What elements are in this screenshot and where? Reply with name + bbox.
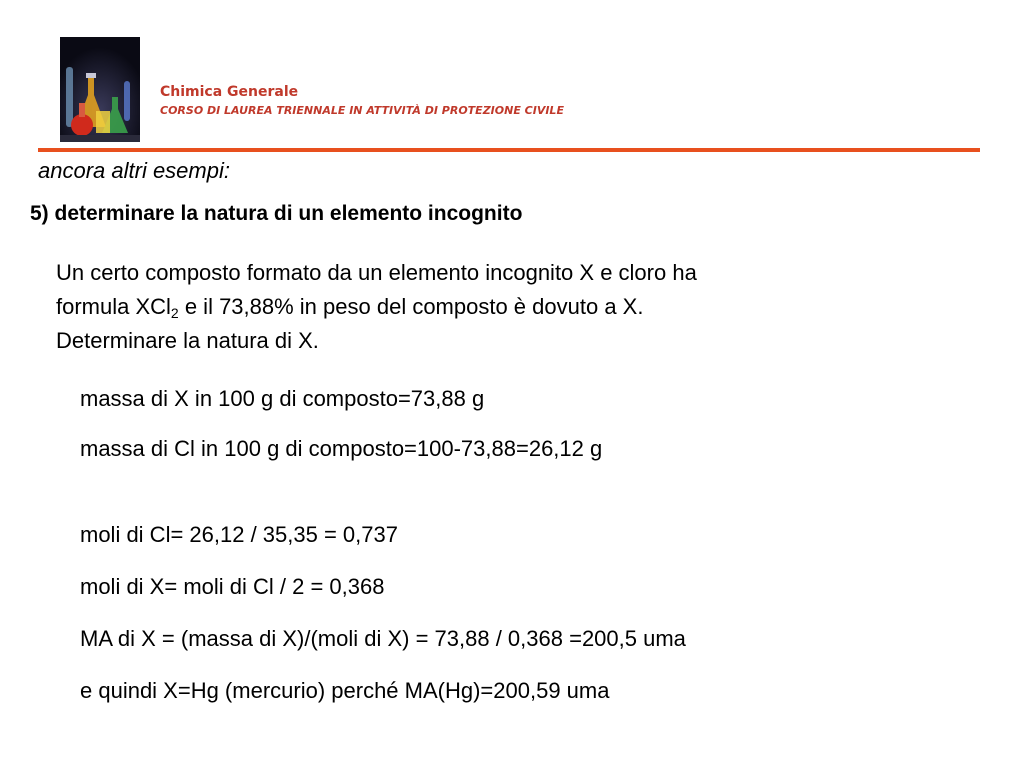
course-title: Chimica Generale	[160, 84, 299, 100]
problem-line-1: Un certo composto formato da un elemento incognito X e cloro ha	[56, 260, 697, 285]
formula-subscript: 2	[170, 305, 179, 321]
formula-prefix: formula XCl	[56, 294, 171, 319]
section-heading: 5) determinare la natura di un elemento incognito	[30, 202, 523, 225]
step-moles-x: moli di X= moli di Cl / 2 = 0,368	[80, 574, 385, 599]
step-atomic-mass: MA di X = (massa di X)/(moli di X) = 73,88 / 0,368 =200,5 uma	[80, 626, 686, 651]
step-moles-cl: moli di Cl= 26,12 / 35,35 = 0,737	[80, 522, 398, 547]
problem-line-2	[56, 290, 697, 324]
step-mass-cl: massa di Cl in 100 g di composto=100-73,88=26,12 g	[80, 436, 603, 461]
problem-line-3: Determinare la natura di X.	[56, 328, 319, 353]
problem-statement	[56, 256, 697, 358]
header-divider	[38, 148, 980, 152]
course-subtitle: CORSO DI LAUREA TRIENNALE IN ATTIVITÀ DI PROTEZIONE CIVILE	[160, 104, 564, 117]
intro-text: ancora altri esempi:	[38, 158, 230, 183]
problem-line-2-rest: e il 73,88% in peso del composto è dovuto a X.	[178, 294, 644, 319]
step-mass-x: massa di X in 100 g di composto=73,88 g	[80, 386, 485, 411]
step-conclusion: e quindi X=Hg (mercurio) perché MA(Hg)=200,59 uma	[80, 678, 610, 703]
chemistry-glassware-icon	[60, 37, 140, 142]
